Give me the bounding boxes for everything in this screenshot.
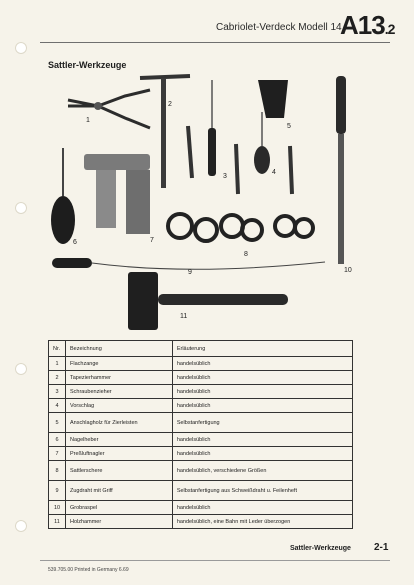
row-note: Selbstanfertigung aus Schweißdraht u. Feilenheft bbox=[172, 481, 352, 501]
binder-hole bbox=[15, 42, 27, 54]
header-name: Bezeichnung bbox=[66, 341, 173, 357]
wooden-mallet-icon bbox=[128, 272, 288, 330]
pull-wire-icon bbox=[52, 258, 325, 269]
awl-icon bbox=[254, 112, 270, 174]
row-name: Schraubenzieher bbox=[66, 385, 173, 399]
row-nr: 2 bbox=[49, 371, 66, 385]
binder-hole bbox=[15, 202, 27, 214]
table-row bbox=[49, 461, 353, 481]
coarse-rasp-icon bbox=[336, 76, 346, 264]
tools-table bbox=[48, 340, 353, 529]
header-note: Erläuterung bbox=[172, 341, 352, 357]
row-nr: 3 bbox=[49, 385, 66, 399]
row-nr: 6 bbox=[49, 433, 66, 447]
row-name: Holzhammer bbox=[66, 515, 173, 529]
footer-rule bbox=[40, 560, 390, 561]
row-nr: 11 bbox=[49, 515, 66, 529]
callout-11: 11 bbox=[180, 313, 188, 320]
table-row bbox=[49, 433, 353, 447]
header-code bbox=[340, 10, 394, 41]
row-nr: 9 bbox=[49, 481, 66, 501]
row-name: Preßluftnagler bbox=[66, 447, 173, 461]
row-name: Flachzange bbox=[66, 357, 173, 371]
callout-7: 7 bbox=[150, 237, 154, 244]
row-note: handelsüblich bbox=[172, 357, 352, 371]
header-code-main: A13 bbox=[340, 10, 385, 40]
binder-hole bbox=[15, 363, 27, 375]
screwdriver-icon bbox=[208, 80, 216, 176]
table-row bbox=[49, 399, 353, 413]
flat-pliers-icon bbox=[68, 90, 150, 128]
row-note: handelsüblich bbox=[172, 385, 352, 399]
page-number: 2-1 bbox=[374, 542, 389, 553]
header-nr: Nr. bbox=[49, 341, 66, 357]
row-nr: 7 bbox=[49, 447, 66, 461]
callout-10: 10 bbox=[344, 267, 352, 274]
header-rule bbox=[40, 42, 390, 43]
callout-1: 1 bbox=[86, 117, 90, 124]
row-name: Sattlerschere bbox=[66, 461, 173, 481]
table-row bbox=[49, 371, 353, 385]
nail-puller-icon bbox=[51, 148, 75, 244]
section-title: Sattler-Werkzeuge bbox=[48, 60, 127, 70]
callout-2: 2 bbox=[168, 101, 172, 108]
table-row bbox=[49, 481, 353, 501]
table-row bbox=[49, 385, 353, 399]
row-note: handelsüblich bbox=[172, 399, 352, 413]
table-row bbox=[49, 447, 353, 461]
table-row bbox=[49, 515, 353, 529]
row-nr: 5 bbox=[49, 413, 66, 433]
row-note: handelsüblich, verschiedene Größen bbox=[172, 461, 352, 481]
footer-label: Sattler-Werkzeuge bbox=[290, 545, 351, 552]
row-name: Tapezierhammer bbox=[66, 371, 173, 385]
callout-6: 6 bbox=[73, 239, 77, 246]
pneumatic-stapler-icon bbox=[84, 154, 150, 234]
row-nr: 10 bbox=[49, 501, 66, 515]
row-name: Nagelheber bbox=[66, 433, 173, 447]
table-row bbox=[49, 357, 353, 371]
table-row bbox=[49, 413, 353, 433]
row-note: handelsüblich bbox=[172, 433, 352, 447]
row-note: handelsüblich bbox=[172, 501, 352, 515]
row-nr: 1 bbox=[49, 357, 66, 371]
upholstery-shears-icon bbox=[168, 126, 313, 241]
print-line: 539.705.00 Printed in Germany 6.69 bbox=[48, 567, 129, 573]
callout-4: 4 bbox=[272, 169, 276, 176]
row-name: Zugdraht mit Griff bbox=[66, 481, 173, 501]
row-name: Anschlagholz für Zierleisten bbox=[66, 413, 173, 433]
tools-illustration bbox=[40, 66, 380, 336]
row-nr: 4 bbox=[49, 399, 66, 413]
binder-hole bbox=[15, 520, 27, 532]
callout-3: 3 bbox=[223, 173, 227, 180]
header-title: Cabriolet-Verdeck Modell 14 bbox=[216, 22, 342, 33]
row-note: Selbstanfertigung bbox=[172, 413, 352, 433]
table-header-row bbox=[49, 341, 353, 357]
callout-9: 9 bbox=[188, 269, 192, 276]
header-code-sub: .2 bbox=[384, 21, 395, 37]
row-name: Grobraspel bbox=[66, 501, 173, 515]
row-note: handelsüblich, eine Bahn mit Leder überzogen bbox=[172, 515, 352, 529]
callout-5: 5 bbox=[287, 123, 291, 130]
row-note: handelsüblich bbox=[172, 447, 352, 461]
row-nr: 8 bbox=[49, 461, 66, 481]
callout-8: 8 bbox=[244, 251, 248, 258]
row-note: handelsüblich bbox=[172, 371, 352, 385]
table-row bbox=[49, 501, 353, 515]
row-name: Vorschlag bbox=[66, 399, 173, 413]
